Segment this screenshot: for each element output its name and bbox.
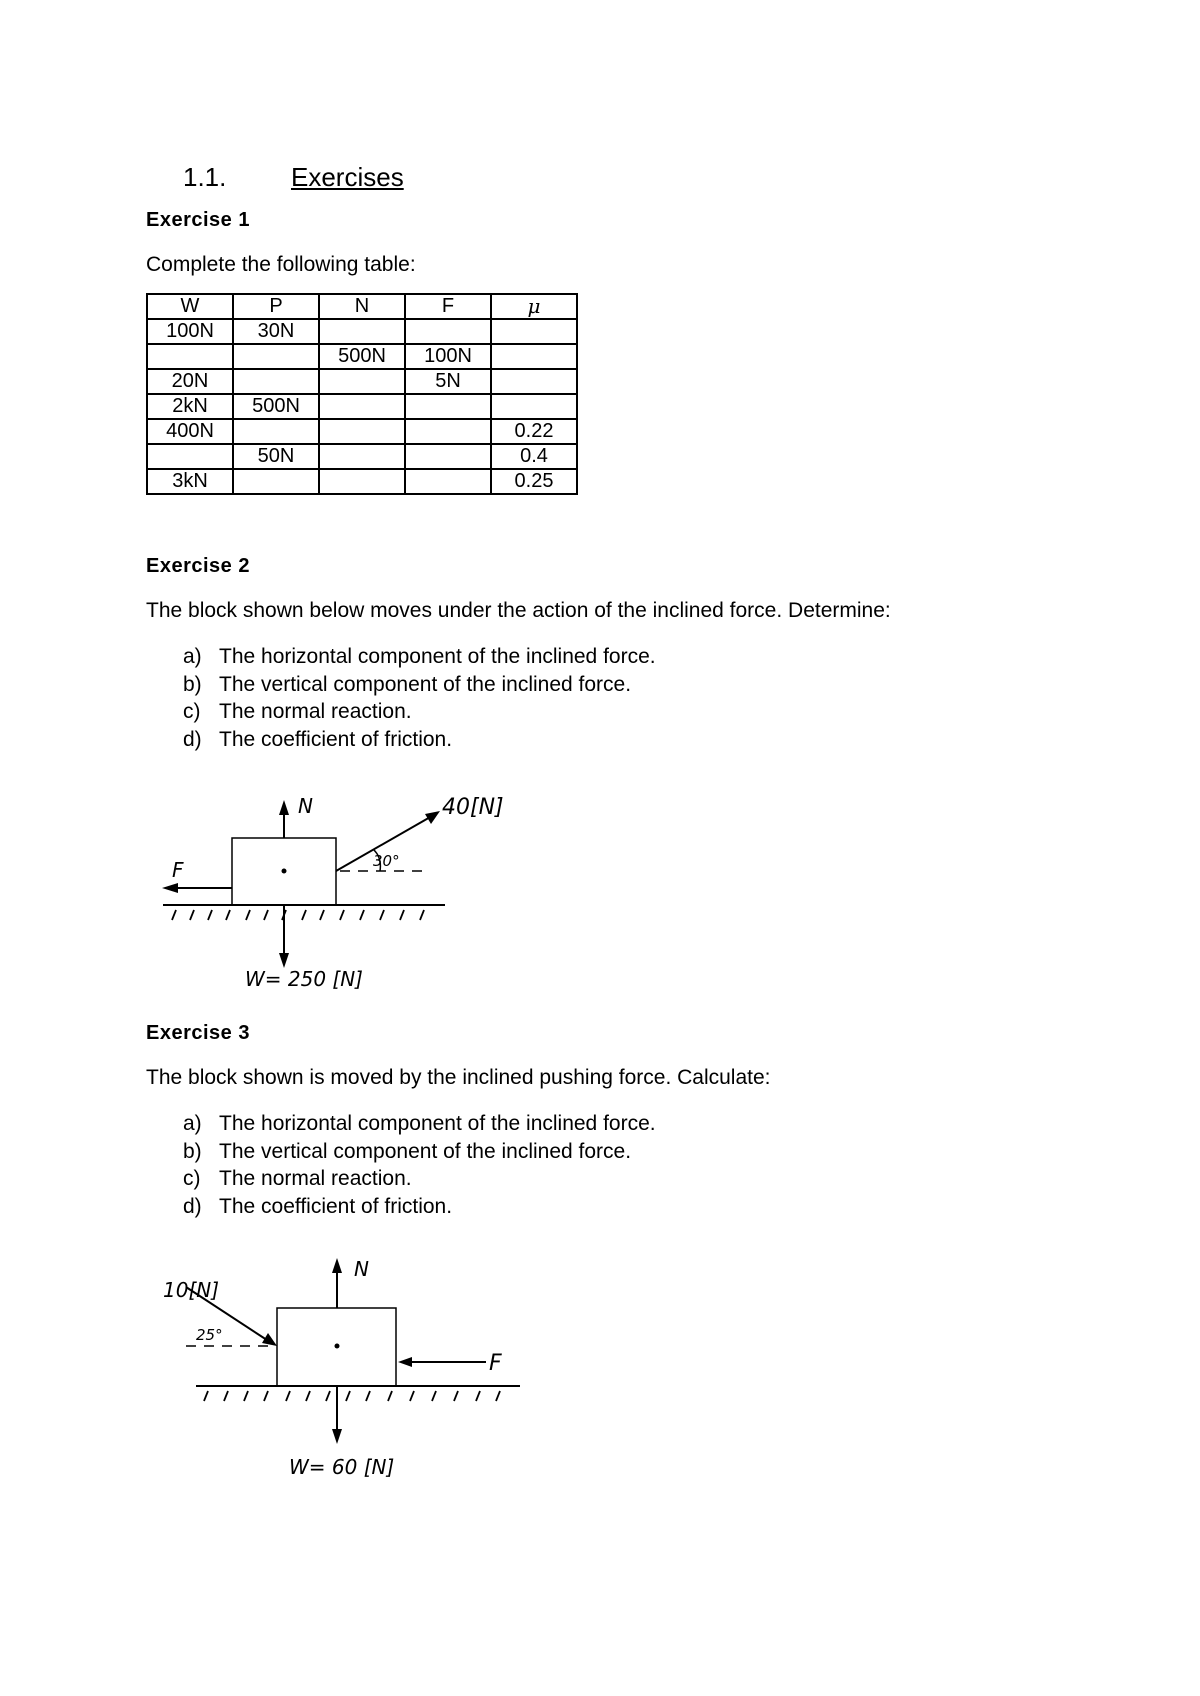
list-item-text: The normal reaction.	[219, 700, 412, 724]
list-item-letter: a)	[183, 645, 202, 668]
angle-label: 30°	[373, 852, 400, 870]
list-item-letter: b)	[183, 672, 202, 696]
list-item-text: The vertical component of the inclined force.	[219, 672, 632, 696]
table-header-p: P	[233, 294, 319, 319]
normal-label: N	[354, 1257, 369, 1281]
exercise-1-instruction: Complete the following table:	[146, 253, 416, 276]
table-header-mu: μ	[491, 294, 577, 319]
table-cell: 0.22	[491, 419, 577, 444]
friction-label: F	[172, 858, 184, 882]
list-item-text: The horizontal component of the inclined force.	[219, 1112, 656, 1135]
list-item-text: The vertical component of the inclined force.	[219, 1139, 632, 1163]
force-label: 10[N]	[163, 1278, 220, 1302]
list-item-letter: c)	[183, 700, 201, 724]
ground-hatch	[204, 1391, 500, 1401]
exercise-3-heading: Exercise 3	[146, 1022, 250, 1044]
table-cell: 5N	[405, 369, 491, 394]
table-cell: 2kN	[147, 394, 233, 419]
list-item-text: The coefficient of friction.	[219, 1195, 453, 1219]
list-item-letter: c)	[183, 1167, 201, 1191]
table-cell: 0.25	[491, 469, 577, 494]
table-header-n: N	[319, 294, 405, 319]
table-cell: 3kN	[147, 469, 233, 494]
normal-label: N	[298, 794, 313, 818]
weight-arrowhead	[332, 1429, 342, 1444]
force-label: 40[N]	[442, 795, 504, 820]
table-cell: 0.4	[491, 444, 577, 469]
exercise-1-heading: Exercise 1	[146, 209, 250, 231]
table-cell: 500N	[319, 344, 405, 369]
normal-arrowhead	[332, 1258, 342, 1273]
section-title: Exercises	[291, 162, 404, 192]
table-header-f: F	[405, 294, 491, 319]
list-item-letter: d)	[183, 1195, 202, 1219]
list-item-letter: a)	[183, 1112, 202, 1135]
table-cell: 500N	[233, 394, 319, 419]
angle-label: 25°	[196, 1326, 223, 1344]
table-cell: 50N	[233, 444, 319, 469]
inclined-arrowhead	[262, 1333, 277, 1346]
table-cell: 30N	[233, 319, 319, 344]
weight-label: W= 60 [N]	[289, 1455, 395, 1479]
list-item-letter: b)	[183, 1139, 202, 1163]
section-number: 1.1.	[183, 162, 227, 192]
exercise-2-heading: Exercise 2	[146, 555, 250, 577]
table-cell: 20N	[147, 369, 233, 394]
list-item-text: The horizontal component of the inclined force.	[219, 645, 656, 668]
exercise-3-instruction: The block shown is moved by the inclined pushing force. Calculate:	[146, 1066, 771, 1089]
friction-arrowhead	[398, 1357, 412, 1367]
list-item-text: The coefficient of friction.	[219, 728, 453, 752]
friction-label: F	[489, 1351, 502, 1376]
table-cell: 400N	[147, 419, 233, 444]
exercise-2-instruction: The block shown below moves under the action of the inclined force. Determine:	[146, 599, 891, 622]
table-header-w: W	[147, 294, 233, 319]
list-item-letter: d)	[183, 728, 202, 752]
table-cell: 100N	[147, 319, 233, 344]
table-cell: 100N	[405, 344, 491, 369]
list-item-text: The normal reaction.	[219, 1167, 412, 1191]
block-center-dot	[335, 1344, 340, 1349]
weight-label: W= 250 [N]	[245, 967, 363, 991]
